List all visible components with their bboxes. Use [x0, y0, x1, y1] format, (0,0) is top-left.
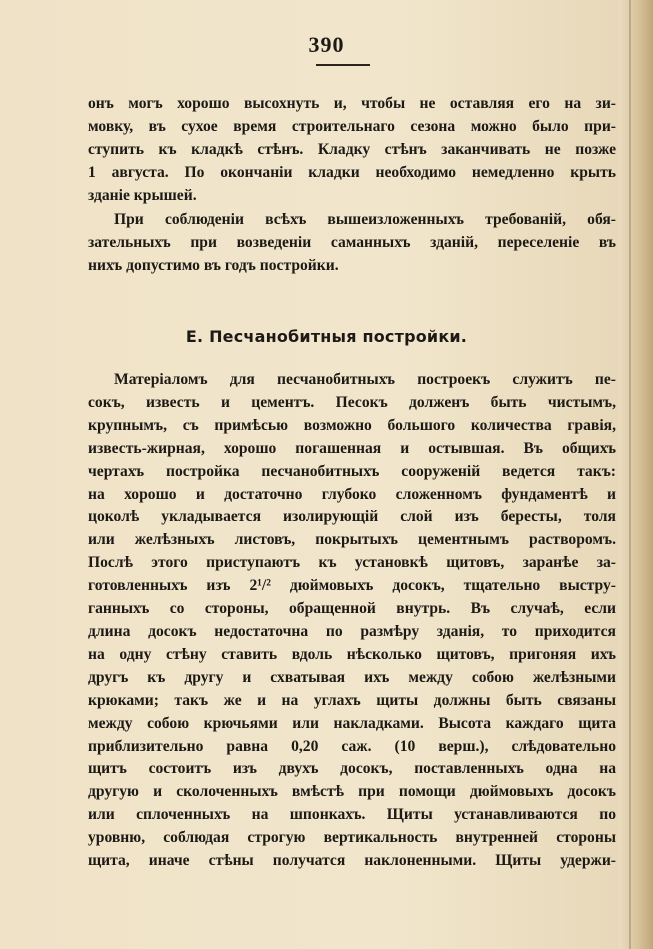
text-line: известь-жирная, хорошо погашенная и остывшая. Въ общихъ — [88, 439, 616, 457]
text-line: нихъ допустимо въ годъ постройки. — [88, 256, 339, 274]
text-line: длина досокъ недостаточна по размѣру зданія, то приходится — [88, 622, 616, 640]
section-heading: Е. Песчанобитныя постройки. — [185, 327, 468, 346]
text-line: другую и сколоченныхъ вмѣстѣ при помощи дюймовыхъ досокъ — [88, 783, 616, 801]
text-line: 1 августа. По окончаніи кладки необходимо немедленно крыть — [88, 163, 616, 181]
text-line: или желѣзныхъ листовъ, покрытыхъ цементнымъ растворомъ. — [88, 531, 616, 549]
page-edge — [619, 0, 653, 949]
text-line: онъ могъ хорошо высохнуть и, чтобы не оставляя его на зи- — [88, 95, 616, 112]
text-line: щитъ состоитъ изъ двухъ досокъ, поставленныхъ одна на — [88, 760, 616, 778]
text-line: уровню, соблюдая строгую вертикальность внутренней стороны — [88, 829, 616, 847]
text-line: на хорошо и достаточно глубоко сложенномъ фундаментѣ и — [88, 485, 616, 503]
paragraph-1 — [88, 93, 616, 208]
text-line: или сплоченныхъ на шпонкахъ. Щиты устанавливаются по — [88, 806, 616, 824]
paragraph-3 — [88, 369, 616, 873]
text-line: Матеріаломъ для песчанобитныхъ построекъ служитъ пе- — [114, 371, 616, 388]
text-line: ганныхъ со стороны, обращенной внутрь. Въ случаѣ, если — [88, 600, 616, 618]
text-line: зательныхъ при возведеніи саманныхъ зданій, переселеніе въ — [88, 233, 616, 251]
text-line: крупнымъ, съ примѣсью возможно большого количества гравія, — [88, 416, 616, 434]
text-line: мовку, въ сухое время строительнаго сезона можно было при- — [88, 117, 616, 135]
text-line: между собою крючьями или накладками. Высота каждаго щита — [88, 714, 616, 732]
page-number-underline — [316, 64, 370, 66]
paragraph-2 — [88, 209, 616, 278]
text-line: на одну стѣну ставить вдоль нѣсколько щитовъ, пригоняя ихъ — [88, 645, 616, 663]
text-line: Послѣ этого приступаютъ къ установкѣ щитовъ, заранѣе за- — [88, 554, 616, 572]
page-fold — [629, 0, 631, 949]
page-number: 390 — [308, 32, 345, 57]
text-line: приблизительно равна 0,20 саж. (10 верш.), слѣдовательно — [88, 737, 616, 755]
text-line: чертахъ постройка песчанобитныхъ сооруженій ведется такъ: — [88, 462, 616, 480]
text-line: сокъ, известь и цементъ. Песокъ долженъ быть чистымъ, — [88, 393, 616, 411]
text-line: зданіе крышей. — [88, 186, 197, 204]
text-line: ступить къ кладкѣ стѣнъ. Кладку стѣнъ заканчивать не позже — [88, 140, 616, 158]
text-line: При соблюденіи всѣхъ вышеизложенныхъ требованій, обя- — [114, 211, 616, 228]
text-line: крюками; такъ же и на углахъ щиты должны быть связаны — [88, 691, 616, 709]
text-line: цоколѣ укладывается изолирующій слой изъ бересты, толя — [88, 508, 616, 526]
text-line: щита, иначе стѣны получатся наклоненными. Щиты удержи- — [88, 852, 616, 870]
text-line: готовленныхъ изъ 2¹/² дюймовыхъ досокъ, тщательно выстру- — [88, 577, 616, 595]
text-line: другъ къ другу и схватывая ихъ между собою желѣзными — [88, 668, 616, 686]
